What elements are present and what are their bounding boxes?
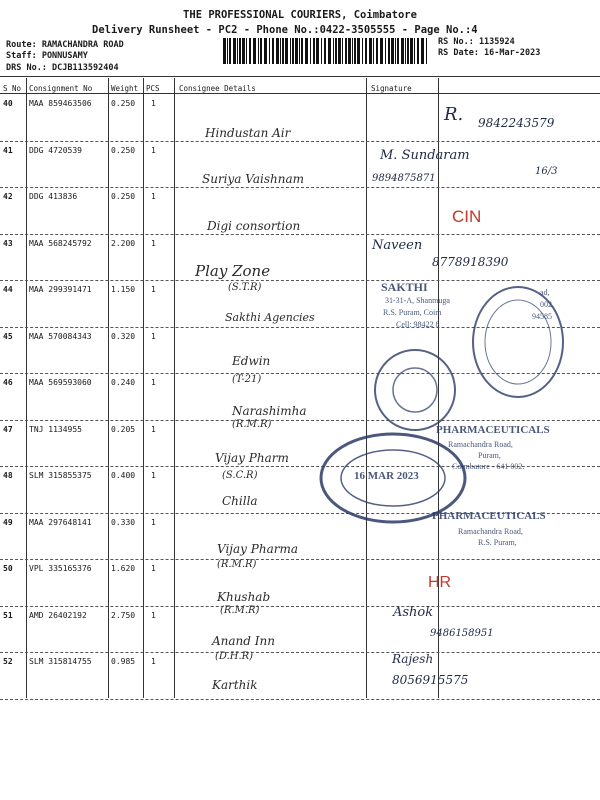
barcode-bar [380,38,383,64]
barcode-bar [345,38,347,64]
row-pcs: 1 [151,331,156,341]
barcode-bar [242,38,245,64]
row-pcs: 1 [151,471,156,480]
barcode-bar [335,38,337,64]
row-consignment: TNJ 1134955 [29,424,82,434]
barcode-bar [388,38,390,64]
barcode-bar [227,38,228,64]
barcode-bar [292,38,294,64]
row-separator [0,420,600,421]
row-pcs: 1 [151,238,156,248]
row-weight: 0.330 [111,517,136,527]
header-top-rule [0,76,600,77]
barcode-bar [405,38,406,64]
col-pcs: PCS [146,84,160,93]
barcode-bar [301,38,303,64]
pharma-stamp-1-addr3: Coimbatore - 641 002. [452,462,525,471]
barcode-bar [328,38,331,64]
consignee-hindustan: Hindustan Air [205,126,291,140]
barcode-bar [246,38,247,64]
sakthi-stamp-right3: 94585 [532,312,552,321]
row-sno: 49 [3,517,13,527]
row-consignment: SLM 315814755 [29,657,92,666]
row-separator [0,606,600,607]
pharma-stamp-1-addr1: Ramachandra Road, [448,440,513,449]
row-sno: 52 [3,657,13,666]
consignee-edwin-route: (T-21) [232,374,262,385]
barcode-bar [321,38,322,64]
row-pcs: 1 [151,145,156,155]
round-stamp-seal [470,280,575,405]
row-consignment: MAA 569593060 [29,378,92,387]
consignee-vijay-pharma-route: (R.M.R) [217,559,257,570]
runsheet-subtitle: Delivery Runsheet - PC2 - Phone No.:0422-3505555 - Page No.:4 [92,24,478,36]
pharma-stamp-1-name: PHARMACEUTICALS [436,424,550,436]
signature-11-mark: HR [428,574,452,591]
row-sno: 40 [3,99,13,108]
consignee-narashimha-route: (R.M.R) [232,419,272,430]
consignee-vijay-pharma: Vijay Pharma [217,542,298,556]
barcode-bar [354,38,356,64]
consignee-khushab: Khushab [217,590,271,604]
sakthi-stamp-right1: ad, [540,288,550,297]
row-consignment: MAA 299391471 [29,285,92,294]
barcode-bar [421,38,424,64]
barcode-bar [269,38,270,64]
row-consignment: VPL 335165376 [29,564,92,573]
barcode-bar [338,38,341,64]
barcode-bar [258,38,259,64]
row-pcs: 1 [151,610,156,620]
pharma-stamp-2-name: PHARMACEUTICALS [432,510,546,522]
signature-2: M. Sundaram [380,148,470,163]
signature-4-phone: 8778918390 [432,255,509,269]
consignee-chilla: Chilla [222,494,258,508]
row-pcs: 1 [151,564,156,573]
signature-1: R. [444,104,464,125]
signature-1-phone: 9842243579 [478,116,555,130]
consignee-vijay-pharm: Vijay Pharm [215,451,289,465]
rs-number: RS No.: 1135924 [438,37,515,47]
barcode-bar [352,38,353,64]
row-weight: 1.620 [111,564,136,573]
row-weight: 0.250 [111,192,136,201]
barcode-bar [426,38,427,64]
row-pcs: 1 [151,285,156,294]
col-consignee: Consignee Details [179,84,256,93]
row-sno: 50 [3,564,13,573]
row-sno: 43 [3,238,13,248]
narashimha-seal [370,345,460,435]
barcode-bar [260,38,262,64]
row-consignment: DDG 413836 [29,192,78,201]
row-pcs: 1 [151,657,156,666]
barcode-bar [249,38,251,64]
signature-2-phone: 9894875871 [372,173,436,184]
row-weight: 0.320 [111,331,136,341]
consignee-anand: Anand Inn [212,634,275,648]
row-sno: 46 [3,378,13,387]
barcode-bar [313,38,315,64]
consignee-sakthi: Sakthi Agencies [225,311,315,324]
row-pcs: 1 [151,378,156,387]
consignee-anand-route: (D.H.R) [215,651,254,662]
barcode-bar [414,38,415,64]
barcode-bar [229,38,231,64]
barcode-bar [373,38,374,64]
barcode-bar [223,38,226,64]
barcode-bar [324,38,326,64]
barcode-bar [357,38,360,64]
consignee-narashimha: Narashimha [232,404,307,418]
row-weight: 0.250 [111,99,136,108]
row-consignment: SLM 315855375 [29,471,92,480]
row-pcs: 1 [151,517,156,527]
barcode-bar [253,38,256,64]
row-sno: 51 [3,610,13,620]
consignee-vijay-route: (S.C.R) [222,470,258,481]
barcode-bar [233,38,236,64]
row-separator [0,652,600,653]
row-sno: 42 [3,192,13,201]
barcode-bar [395,38,396,64]
barcode-bar [316,38,319,64]
signature-4: Naveen [372,238,423,253]
row-sno: 41 [3,145,13,155]
row-sno: 44 [3,285,13,294]
sakthi-stamp-name: SAKTHI [381,280,428,294]
pharma-stamp-1-addr2: Puram, [478,451,501,460]
col-signature: Signature [371,84,412,93]
row-consignment: DDG 4720539 [29,145,82,155]
barcode-bar [310,38,311,64]
row-separator [0,234,600,235]
barcode-bar [276,38,279,64]
col-weight: Weight [111,84,139,93]
row-weight: 2.200 [111,238,136,248]
row-pcs: 1 [151,99,156,108]
row-pcs: 1 [151,192,156,201]
consignee-digi: Digi consortion [207,219,301,233]
barcode-bar [285,38,288,64]
barcode-bar [305,38,308,64]
consignee-khushab-route: (R.M.R) [220,605,260,616]
barcode-bar [401,38,404,64]
header-bottom-rule [0,93,600,94]
sakthi-stamp-addr1: 31-31-A, Shanmuga [385,296,450,305]
col-consignment: Consignment No [29,84,93,93]
pharma-stamp-2-addr2: R.S. Puram, [478,538,517,547]
consignee-edwin: Edwin [232,354,271,368]
barcode-bar [391,38,394,64]
staff-label: Staff: PONNUSAMY [6,51,88,61]
seal-date: 16 MAR 2023 [354,470,419,482]
barcode-bar [342,38,343,64]
row-consignment: MAA 859463506 [29,99,92,108]
consignee-karthik: Karthik [212,678,258,692]
barcode-bar [299,38,300,64]
row-weight: 0.205 [111,424,136,434]
barcode-bar [348,38,351,64]
barcode-bar [295,38,298,64]
barcode-bar [417,38,419,64]
row-consignment: MAA 568245792 [29,238,92,248]
barcode-bar [369,38,372,64]
row-separator [0,187,600,188]
row-weight: 2.750 [111,610,136,620]
consignee-playzone: Play Zone [195,262,271,280]
barcode-bar [272,38,274,64]
row-weight: 0.240 [111,378,136,387]
sakthi-stamp-right2: 002. [540,300,554,309]
consignee-suriya: Suriya Vaishnam [202,172,304,186]
col-sno: S No [3,84,22,93]
barcode-bar [264,38,267,64]
row-weight: 0.985 [111,657,136,666]
signature-3-mark: CIN [452,207,482,226]
row-separator [0,559,600,560]
sakthi-stamp-addr2: R.S. Puram, Coim [383,308,442,317]
barcode-bar [333,38,334,64]
sakthi-stamp-cell: Cell: 98422 8 [396,320,440,329]
row-separator [0,141,600,142]
row-pcs: 1 [151,424,156,434]
row-sno: 47 [3,424,13,434]
route-label: Route: RAMACHANDRA ROAD [6,40,124,50]
row-sno: 45 [3,331,13,341]
row-weight: 0.400 [111,471,136,480]
barcode-bar [397,38,399,64]
barcode-bar [290,38,291,64]
barcode-bar [362,38,363,64]
signature-13-phone: 8056915575 [392,673,469,687]
barcode-bar [385,38,386,64]
pharma-stamp-2-addr1: Ramachandra Road, [458,527,523,536]
barcode-bar [376,38,378,64]
row-consignment: MAA 297648141 [29,517,92,527]
barcode-bar [410,38,413,64]
barcode [223,38,428,64]
barcode-bar [282,38,284,64]
barcode-bar [407,38,409,64]
drs-number: DRS No.: DCJB113592404 [6,63,119,73]
signature-12: Ashok [393,605,434,620]
row-sno: 48 [3,471,13,480]
signature-2-date: 16/3 [535,166,558,177]
row-weight: 1.150 [111,285,136,294]
rs-date: RS Date: 16-Mar-2023 [438,48,541,58]
row-separator [0,699,600,700]
row-weight: 0.250 [111,145,136,155]
barcode-bar [280,38,281,64]
signature-12-phone: 9486158951 [430,628,494,639]
signature-13: Rajesh [392,652,434,666]
barcode-bar [239,38,241,64]
consignee-playzone-route: (S.T.R) [228,282,262,293]
row-consignment: AMD 26402192 [29,610,87,620]
barcode-bar [237,38,238,64]
company-title: THE PROFESSIONAL COURIERS, Coimbatore [183,9,417,21]
barcode-bar [365,38,367,64]
row-consignment: MAA 570084343 [29,331,92,341]
